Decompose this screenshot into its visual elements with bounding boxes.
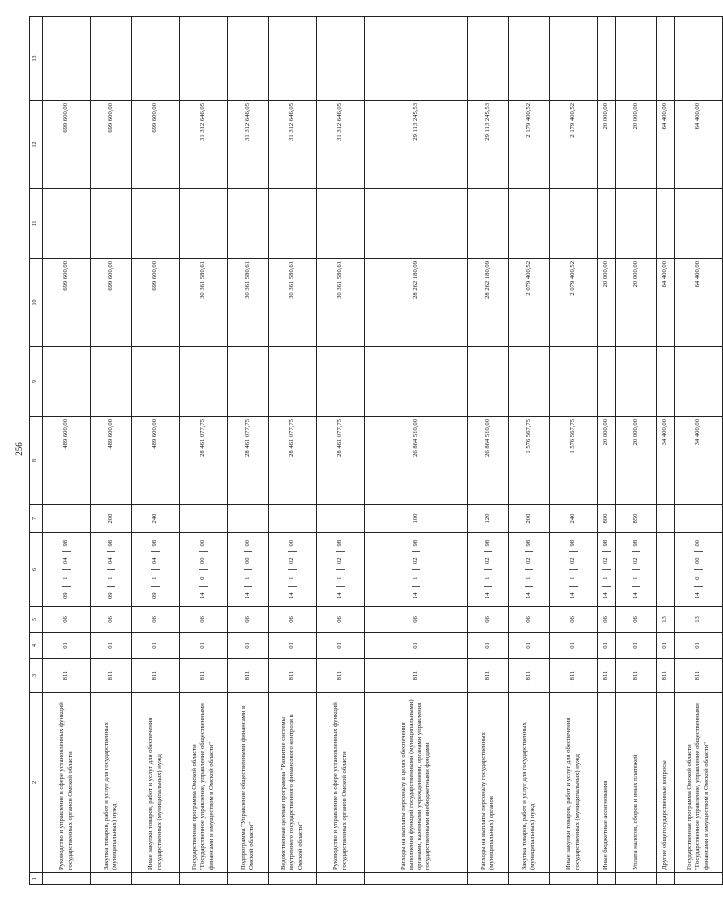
expense-type-cell: 120 xyxy=(468,505,509,533)
amount-cell: 28 461 077,75 xyxy=(317,417,365,505)
target-article-parts xyxy=(551,535,596,604)
item-name-cell: Иные закупки товаров, работ и услуг для обеспечения государственных (муниципальных) нужд xyxy=(550,693,598,873)
amount-cell: 31 312 646,05 xyxy=(228,101,269,189)
row-index-cell xyxy=(550,873,598,885)
subsection-code-cell: 06 xyxy=(269,607,317,633)
amount-cell xyxy=(616,189,657,259)
target-article-parts xyxy=(469,535,507,604)
amount-cell xyxy=(365,189,468,259)
section-code-cell: 01 xyxy=(269,633,317,659)
article-part: 98 xyxy=(631,539,639,547)
article-part: 02 xyxy=(525,552,533,570)
target-article-parts xyxy=(44,535,89,604)
row-index-cell xyxy=(616,873,657,885)
article-part: 1 xyxy=(569,569,577,587)
subsection-code-cell: 06 xyxy=(468,607,509,633)
row-index-cell xyxy=(365,873,468,885)
amount-cell xyxy=(468,189,509,259)
table-row xyxy=(598,17,616,885)
admin-code-cell: 811 xyxy=(365,659,468,693)
table-row xyxy=(91,17,132,885)
amount-cell xyxy=(228,189,269,259)
article-part: 1 xyxy=(151,569,159,587)
amount-cell xyxy=(468,17,509,101)
item-name-cell: Расходы на выплаты персоналу государственных (муниципальных) органов xyxy=(468,693,509,873)
section-code-cell: 01 xyxy=(657,633,675,659)
article-part: 98 xyxy=(336,539,344,547)
amount-cell: 489 600,00 xyxy=(132,417,180,505)
item-name-cell: Иные бюджетные ассигнования xyxy=(598,693,616,873)
article-part: 02 xyxy=(288,552,296,570)
target-article-parts xyxy=(617,535,655,604)
target-article-cell xyxy=(550,533,598,607)
amount-cell xyxy=(616,347,657,417)
item-name-cell: Расходы на выплаты персоналу в целях обеспечения выполнения функций государственными (муниципальными) органами, казенными учреждениями, органами управления государственными внебюджетными фондами xyxy=(365,693,468,873)
target-article-parts xyxy=(229,535,267,604)
article-part: 98 xyxy=(411,539,419,547)
target-article-parts xyxy=(92,535,130,604)
item-name-cell: Руководство и управление в сфере установленных функций государственных органов Омской области xyxy=(43,693,91,873)
amount-cell: 20 000,00 xyxy=(598,417,616,505)
row-index-cell xyxy=(228,873,269,885)
table-row xyxy=(269,17,317,885)
target-article-cell xyxy=(365,533,468,607)
item-name-cell: Государственная программа Омской области "Государственное управление, управление общественными финансами и имуществом в Омской области" xyxy=(180,693,228,873)
amount-cell: 20 000,00 xyxy=(598,101,616,189)
section-code-cell: 01 xyxy=(228,633,269,659)
amount-cell xyxy=(317,17,365,101)
amount-cell: 20 000,00 xyxy=(598,259,616,347)
amount-cell xyxy=(468,347,509,417)
amount-cell: 1 576 567,75 xyxy=(550,417,598,505)
table-row xyxy=(180,17,228,885)
amount-cell: 2 179 400,52 xyxy=(509,101,550,189)
row-index-cell xyxy=(468,873,509,885)
amount-cell: 699 600,00 xyxy=(91,101,132,189)
article-part: 00 xyxy=(199,552,207,570)
subsection-code-cell: 06 xyxy=(180,607,228,633)
amount-cell xyxy=(598,189,616,259)
article-part: 02 xyxy=(602,552,610,570)
article-part: 04 xyxy=(107,552,115,570)
item-name-cell: Другие общегосударственные вопросы xyxy=(657,693,675,873)
table-body xyxy=(43,17,723,885)
article-part: 1 xyxy=(62,569,70,587)
amount-cell xyxy=(675,347,723,417)
table-row xyxy=(657,17,675,885)
article-part: 98 xyxy=(62,539,70,547)
subsection-code-cell: 06 xyxy=(550,607,598,633)
item-name-cell: Подпрограмма "Управление общественными финансами в Омской области" xyxy=(228,693,269,873)
amount-cell: 28 461 077,75 xyxy=(228,417,269,505)
target-article-parts xyxy=(510,535,548,604)
target-article-cell xyxy=(180,533,228,607)
amount-cell xyxy=(180,17,228,101)
article-part: 14 xyxy=(199,587,207,605)
expense-type-cell: 200 xyxy=(509,505,550,533)
amount-cell xyxy=(43,189,91,259)
article-part: 1 xyxy=(412,569,420,587)
expense-type-cell: 800 xyxy=(598,505,616,533)
article-part: 14 xyxy=(602,587,610,605)
amount-cell: 699 600,00 xyxy=(132,259,180,347)
amount-cell xyxy=(509,347,550,417)
amount-cell xyxy=(509,17,550,101)
admin-code-cell: 811 xyxy=(269,659,317,693)
amount-cell: 31 312 646,05 xyxy=(269,101,317,189)
expense-type-cell xyxy=(43,505,91,533)
row-index-cell xyxy=(132,873,180,885)
column-header: 6 xyxy=(30,533,43,607)
article-part: 1 xyxy=(107,569,115,587)
amount-cell xyxy=(509,189,550,259)
admin-code-cell: 811 xyxy=(317,659,365,693)
target-article-parts xyxy=(133,535,178,604)
amount-cell xyxy=(317,347,365,417)
expense-type-cell: 200 xyxy=(91,505,132,533)
article-part: 98 xyxy=(151,539,159,547)
row-index-cell xyxy=(269,873,317,885)
expense-type-cell: 850 xyxy=(616,505,657,533)
article-part: 14 xyxy=(525,587,533,605)
admin-code-cell: 811 xyxy=(468,659,509,693)
target-article-cell xyxy=(228,533,269,607)
row-index-cell xyxy=(180,873,228,885)
subsection-code-cell: 13 xyxy=(675,607,723,633)
amount-cell: 30 361 580,61 xyxy=(180,259,228,347)
amount-cell xyxy=(657,189,675,259)
section-code-cell: 01 xyxy=(365,633,468,659)
column-header: 10 xyxy=(30,259,43,347)
target-article-parts xyxy=(366,535,466,604)
amount-cell: 64 400,00 xyxy=(657,259,675,347)
amount-cell xyxy=(269,189,317,259)
column-header: 2 xyxy=(30,693,43,873)
amount-cell xyxy=(180,347,228,417)
row-index-cell xyxy=(317,873,365,885)
expense-type-cell xyxy=(317,505,365,533)
expense-type-cell xyxy=(180,505,228,533)
amount-cell: 28 262 180,09 xyxy=(365,259,468,347)
amount-cell: 20 000,00 xyxy=(616,417,657,505)
admin-code-cell: 811 xyxy=(598,659,616,693)
amount-cell: 1 576 567,75 xyxy=(509,417,550,505)
article-part: 02 xyxy=(336,552,344,570)
table-row xyxy=(132,17,180,885)
column-header: 11 xyxy=(30,189,43,259)
amount-cell xyxy=(228,347,269,417)
subsection-code-cell: 06 xyxy=(43,607,91,633)
item-name-cell: Закупка товаров, работ и услуг для государственных (муниципальных) нужд xyxy=(91,693,132,873)
article-part: 0 xyxy=(694,569,702,587)
article-part: 00 xyxy=(243,539,251,547)
amount-cell xyxy=(132,189,180,259)
admin-code-cell: 811 xyxy=(657,659,675,693)
article-part: 02 xyxy=(632,552,640,570)
row-index-cell xyxy=(91,873,132,885)
expense-type-cell xyxy=(228,505,269,533)
section-code-cell: 01 xyxy=(675,633,723,659)
amount-cell xyxy=(550,189,598,259)
article-part: 02 xyxy=(412,552,420,570)
amount-cell: 64 400,00 xyxy=(675,259,723,347)
amount-cell: 2 079 400,52 xyxy=(509,259,550,347)
table-row xyxy=(616,17,657,885)
item-name-cell: Закупка товаров, работ и услуг для государственных (муниципальных) нужд xyxy=(509,693,550,873)
amount-cell xyxy=(91,189,132,259)
expense-type-cell: 240 xyxy=(132,505,180,533)
article-part: 14 xyxy=(632,587,640,605)
section-code-cell: 01 xyxy=(180,633,228,659)
target-article-cell xyxy=(598,533,616,607)
target-article-cell xyxy=(509,533,550,607)
amount-cell: 20 000,00 xyxy=(616,259,657,347)
admin-code-cell: 811 xyxy=(550,659,598,693)
amount-cell: 28 461 077,75 xyxy=(269,417,317,505)
amount-cell: 699 600,00 xyxy=(43,101,91,189)
row-index-cell xyxy=(675,873,723,885)
article-part: 14 xyxy=(694,587,702,605)
section-code-cell: 01 xyxy=(91,633,132,659)
subsection-code-cell: 06 xyxy=(616,607,657,633)
amount-cell: 28 461 077,75 xyxy=(180,417,228,505)
article-part: 1 xyxy=(336,569,344,587)
article-part: 14 xyxy=(244,587,252,605)
item-name-cell: Руководство и управление в сфере установленных функций государственных органов Омской области xyxy=(317,693,365,873)
subsection-code-cell: 06 xyxy=(317,607,365,633)
subsection-code-cell: 06 xyxy=(228,607,269,633)
column-header: 3 xyxy=(30,659,43,693)
target-article-cell xyxy=(675,533,723,607)
target-article-parts xyxy=(270,535,315,604)
section-code-cell: 01 xyxy=(616,633,657,659)
article-part: 98 xyxy=(106,539,114,547)
section-code-cell: 01 xyxy=(598,633,616,659)
article-part: 98 xyxy=(483,539,491,547)
article-part: 00 xyxy=(694,552,702,570)
amount-cell: 30 361 580,61 xyxy=(317,259,365,347)
table-row xyxy=(550,17,598,885)
article-part: 1 xyxy=(484,569,492,587)
admin-code-cell: 811 xyxy=(132,659,180,693)
amount-cell xyxy=(550,347,598,417)
amount-cell xyxy=(91,347,132,417)
article-part: 1 xyxy=(602,569,610,587)
article-part: 04 xyxy=(62,552,70,570)
article-part: 1 xyxy=(632,569,640,587)
target-article-parts xyxy=(318,535,363,604)
article-part: 98 xyxy=(602,539,610,547)
table-row xyxy=(228,17,269,885)
article-part: 09 xyxy=(62,587,70,605)
article-part: 14 xyxy=(336,587,344,605)
page-number: 256 xyxy=(14,442,24,456)
item-name-cell: Уплата налогов, сборов и иных платежей xyxy=(616,693,657,873)
subsection-code-cell: 06 xyxy=(132,607,180,633)
admin-code-cell: 811 xyxy=(228,659,269,693)
amount-cell: 34 400,00 xyxy=(657,417,675,505)
article-part: 14 xyxy=(288,587,296,605)
target-article-parts xyxy=(181,535,226,604)
article-part: 14 xyxy=(569,587,577,605)
amount-cell: 699 600,00 xyxy=(91,259,132,347)
section-code-cell: 01 xyxy=(317,633,365,659)
amount-cell xyxy=(43,17,91,101)
target-article-cell xyxy=(468,533,509,607)
row-index-cell xyxy=(657,873,675,885)
target-article-cell xyxy=(269,533,317,607)
amount-cell: 29 113 245,53 xyxy=(365,101,468,189)
article-part: 04 xyxy=(151,552,159,570)
amount-cell: 26 864 510,00 xyxy=(468,417,509,505)
article-part: 14 xyxy=(484,587,492,605)
amount-cell: 31 312 646,05 xyxy=(180,101,228,189)
section-code-cell: 01 xyxy=(468,633,509,659)
article-part: 0 xyxy=(199,569,207,587)
header-row xyxy=(30,17,43,885)
admin-code-cell: 811 xyxy=(91,659,132,693)
amount-cell xyxy=(132,17,180,101)
admin-code-cell: 811 xyxy=(180,659,228,693)
target-article-cell xyxy=(317,533,365,607)
target-article-cell xyxy=(43,533,91,607)
subsection-code-cell: 06 xyxy=(509,607,550,633)
amount-cell: 489 600,00 xyxy=(43,417,91,505)
article-part: 00 xyxy=(244,552,252,570)
amount-cell xyxy=(675,17,723,101)
admin-code-cell: 811 xyxy=(509,659,550,693)
amount-cell: 20 000,00 xyxy=(616,101,657,189)
article-part: 02 xyxy=(569,552,577,570)
article-part: 1 xyxy=(525,569,533,587)
budget-table xyxy=(29,16,723,885)
article-part: 1 xyxy=(244,569,252,587)
amount-cell xyxy=(598,347,616,417)
target-article-cell xyxy=(616,533,657,607)
amount-cell xyxy=(675,189,723,259)
article-part: 98 xyxy=(569,539,577,547)
article-part: 1 xyxy=(288,569,296,587)
row-index-cell xyxy=(509,873,550,885)
amount-cell: 26 864 510,00 xyxy=(365,417,468,505)
amount-cell: 489 600,00 xyxy=(91,417,132,505)
article-part: 09 xyxy=(107,587,115,605)
article-part: 00 xyxy=(199,539,207,547)
article-part: 09 xyxy=(151,587,159,605)
amount-cell xyxy=(132,347,180,417)
column-header: 9 xyxy=(30,347,43,417)
column-header: 8 xyxy=(30,417,43,505)
amount-cell: 64 400,00 xyxy=(675,101,723,189)
target-article-parts xyxy=(676,535,721,604)
target-article-cell xyxy=(657,533,675,607)
target-article-parts xyxy=(599,535,614,604)
amount-cell: 2 179 400,52 xyxy=(550,101,598,189)
admin-code-cell: 811 xyxy=(43,659,91,693)
amount-cell xyxy=(228,17,269,101)
item-name-cell: Государственная программа Омской области "Государственное управление, управление общественными финансами и имуществом в Омской области" xyxy=(675,693,723,873)
article-part: 98 xyxy=(524,539,532,547)
article-part: 02 xyxy=(484,552,492,570)
amount-cell: 30 361 580,61 xyxy=(228,259,269,347)
article-part: 00 xyxy=(694,539,702,547)
column-header: 5 xyxy=(30,607,43,633)
item-name-cell: Иные закупки товаров, работ и услуг для обеспечения государственных (муниципальных) нужд xyxy=(132,693,180,873)
table-row xyxy=(365,17,468,885)
amount-cell: 29 113 245,53 xyxy=(468,101,509,189)
amount-cell xyxy=(269,17,317,101)
subsection-code-cell: 06 xyxy=(598,607,616,633)
amount-cell: 64 400,00 xyxy=(657,101,675,189)
table-row xyxy=(468,17,509,885)
section-code-cell: 01 xyxy=(550,633,598,659)
rotated-page xyxy=(9,9,710,889)
amount-cell xyxy=(317,189,365,259)
column-header: 12 xyxy=(30,101,43,189)
amount-cell: 2 079 400,52 xyxy=(550,259,598,347)
amount-cell xyxy=(365,347,468,417)
admin-code-cell: 811 xyxy=(616,659,657,693)
table-row xyxy=(317,17,365,885)
article-part: 14 xyxy=(412,587,420,605)
expense-type-cell: 240 xyxy=(550,505,598,533)
expense-type-cell xyxy=(657,505,675,533)
amount-cell: 31 312 646,05 xyxy=(317,101,365,189)
table-row xyxy=(675,17,723,885)
amount-cell xyxy=(180,189,228,259)
amount-cell xyxy=(43,347,91,417)
amount-cell: 30 361 580,61 xyxy=(269,259,317,347)
column-header: 4 xyxy=(30,633,43,659)
article-part: 00 xyxy=(288,539,296,547)
subsection-code-cell: 06 xyxy=(365,607,468,633)
row-index-cell xyxy=(43,873,91,885)
subsection-code-cell: 06 xyxy=(91,607,132,633)
amount-cell xyxy=(550,17,598,101)
amount-cell: 699 600,00 xyxy=(132,101,180,189)
expense-type-cell: 100 xyxy=(365,505,468,533)
expense-type-cell xyxy=(269,505,317,533)
subsection-code-cell: 13 xyxy=(657,607,675,633)
row-index-cell xyxy=(598,873,616,885)
amount-cell: 28 262 180,09 xyxy=(468,259,509,347)
admin-code-cell: 811 xyxy=(675,659,723,693)
amount-cell xyxy=(657,347,675,417)
amount-cell xyxy=(598,17,616,101)
amount-cell xyxy=(269,347,317,417)
amount-cell xyxy=(657,17,675,101)
column-header: 1 xyxy=(30,873,43,885)
target-article-cell xyxy=(91,533,132,607)
amount-cell xyxy=(91,17,132,101)
target-article-parts xyxy=(658,535,673,604)
column-header: 13 xyxy=(30,17,43,101)
amount-cell xyxy=(365,17,468,101)
target-article-cell xyxy=(132,533,180,607)
section-code-cell: 01 xyxy=(43,633,91,659)
table-row xyxy=(43,17,91,885)
expense-type-cell xyxy=(675,505,723,533)
amount-cell: 699 600,00 xyxy=(43,259,91,347)
table-row xyxy=(509,17,550,885)
section-code-cell: 01 xyxy=(509,633,550,659)
amount-cell: 34 400,00 xyxy=(675,417,723,505)
amount-cell xyxy=(616,17,657,101)
section-code-cell: 01 xyxy=(132,633,180,659)
column-header: 7 xyxy=(30,505,43,533)
item-name-cell: Ведомственная целевая программа "Развитие системы внутреннего государственного финансового контроля в Омской области" xyxy=(269,693,317,873)
